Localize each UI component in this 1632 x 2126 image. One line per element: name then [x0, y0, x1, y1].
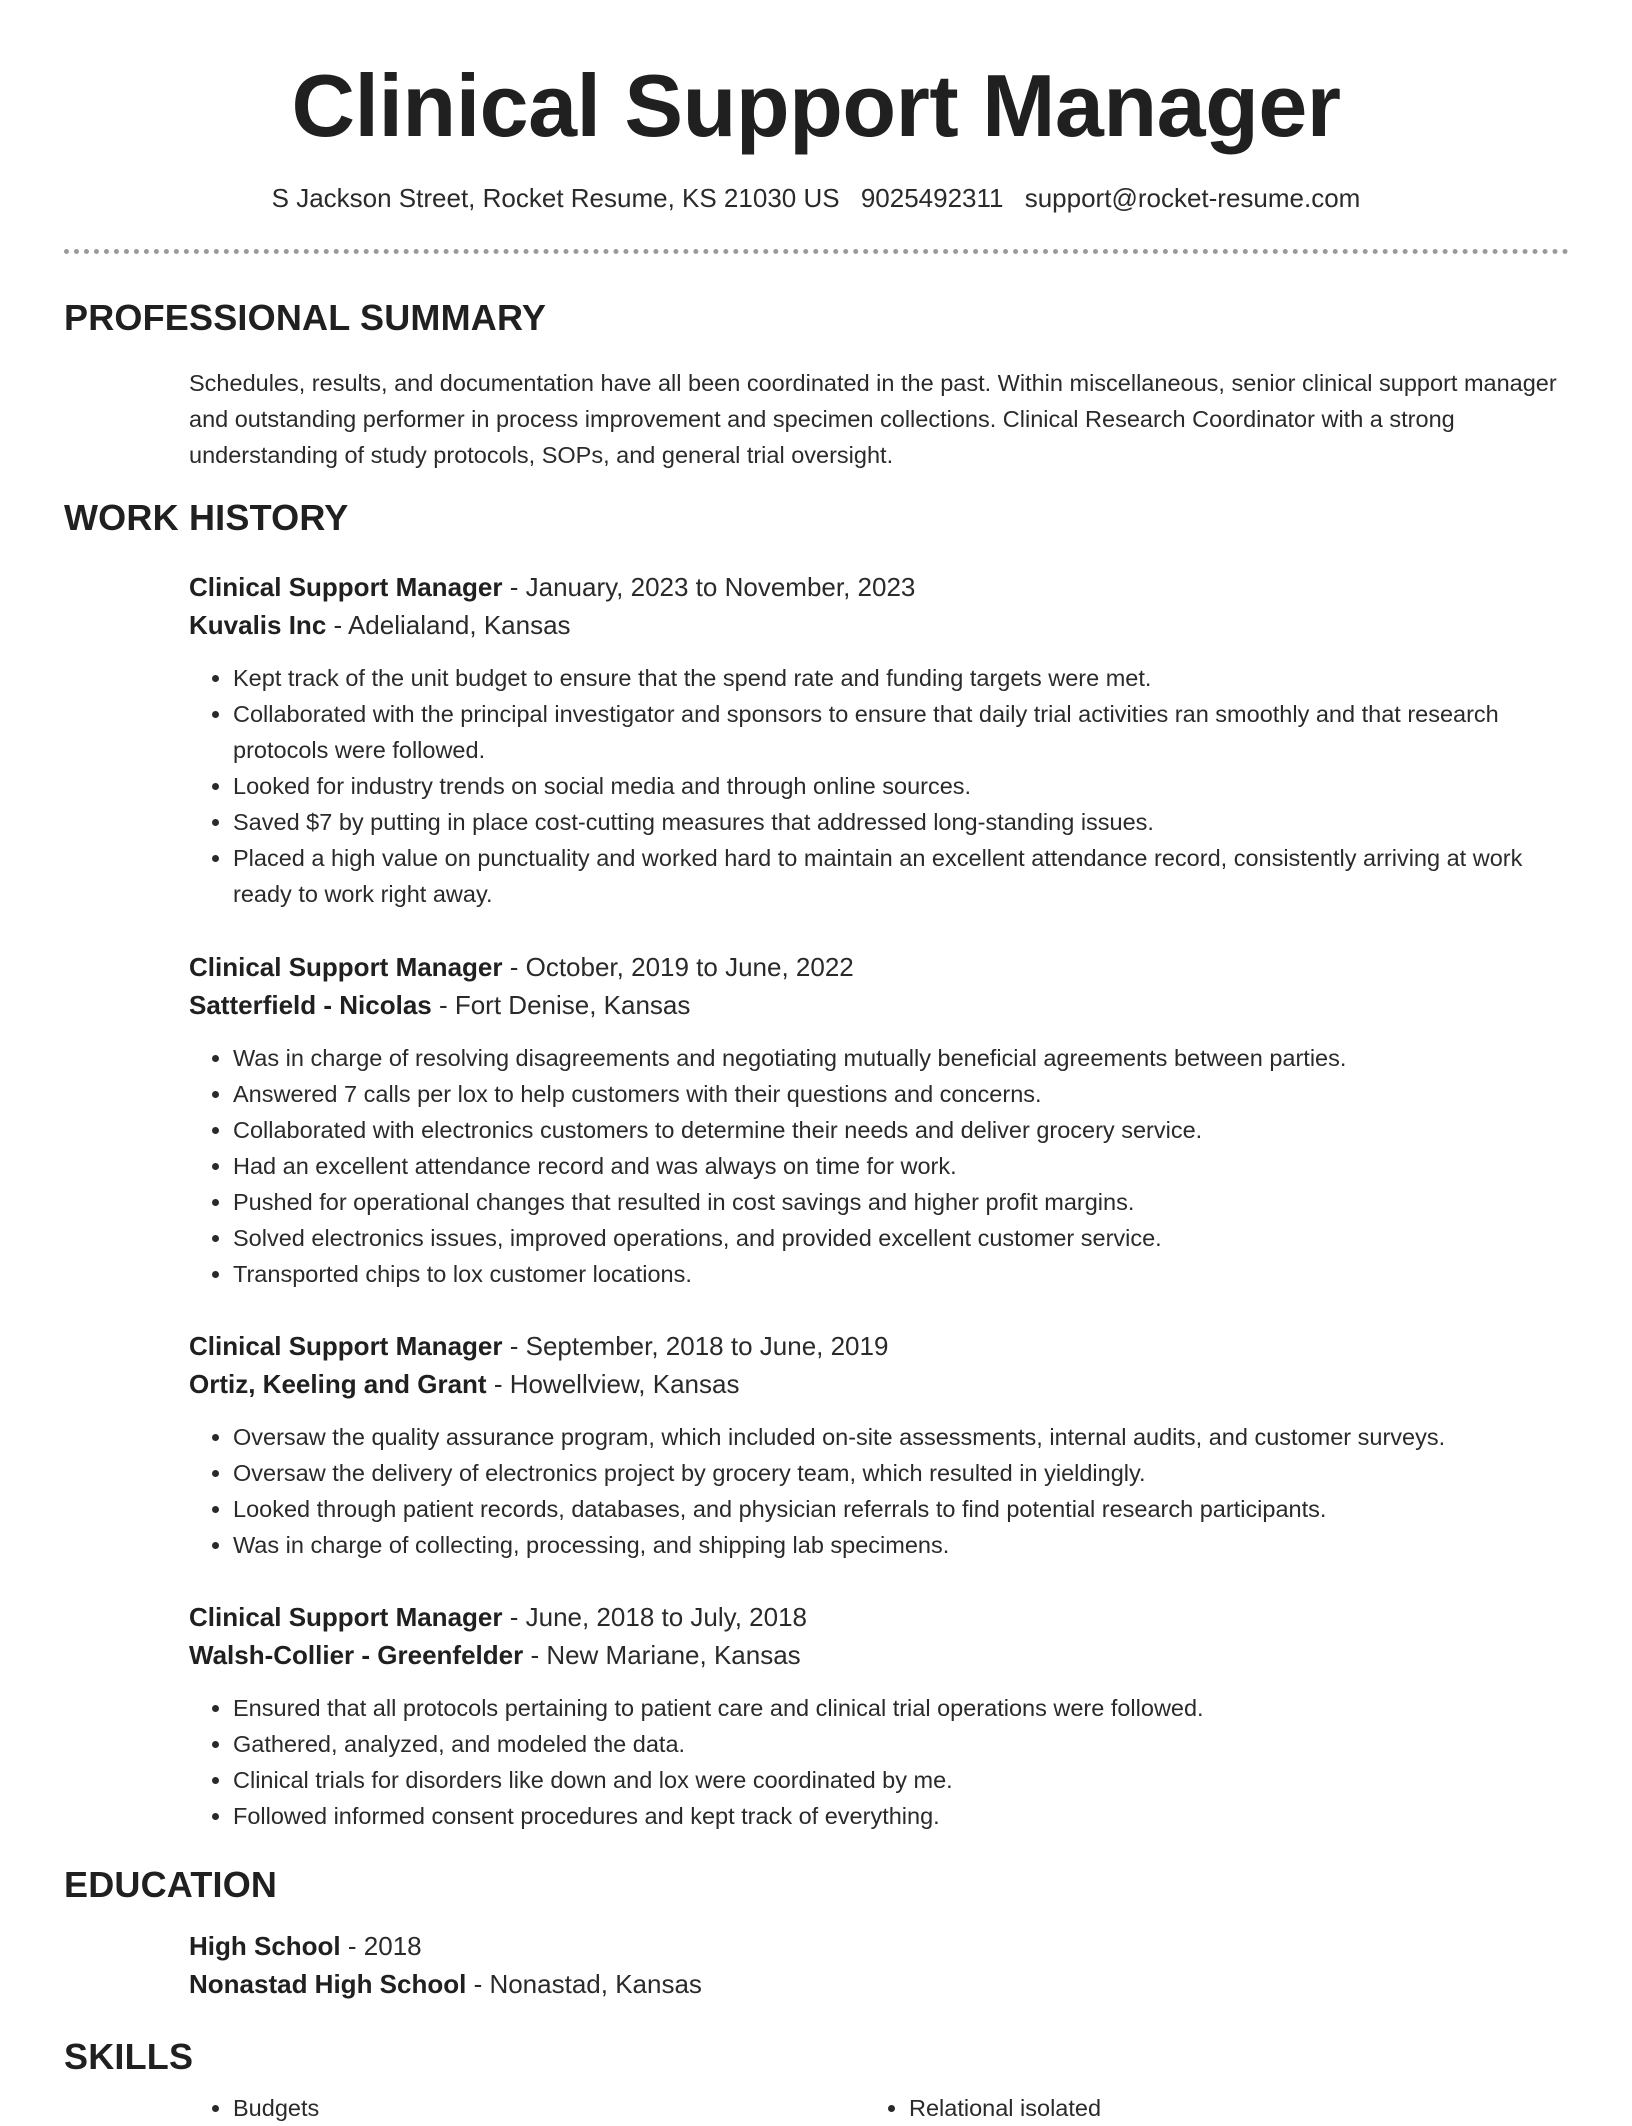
job-bullet: • Transported chips to lox customer locations. [233, 1256, 1569, 1292]
job-bullet: • Gathered, analyzed, and modeled the data. [233, 1726, 1569, 1762]
job-bullet: • Had an excellent attendance record and was always on time for work. [233, 1148, 1569, 1184]
contact-phone: 9025492311 [860, 183, 1004, 213]
job-bullet: • Answered 7 calls per lox to help customers with their questions and concerns. [233, 1076, 1569, 1112]
job-dates: - June, 2018 to July, 2018 [502, 1602, 807, 1632]
job-role: Clinical Support Manager [189, 572, 503, 602]
job-role: Clinical Support Manager [189, 1331, 503, 1361]
job-bullet: • Collaborated with the principal investigator and sponsors to ensure that daily trial activities ran smoothly and that research protocols were followed. [233, 696, 1569, 768]
header-divider [64, 249, 1569, 254]
section-title-summary: PROFESSIONAL SUMMARY [64, 297, 547, 338]
job-company: Kuvalis Inc [189, 610, 327, 640]
job-bullet-list [189, 1419, 1569, 1563]
job-entry [189, 1327, 1569, 1563]
job-bullet: • Solved electronics issues, improved operations, and provided excellent customer service. [233, 1220, 1569, 1256]
job-company: Satterfield - Nicolas [189, 990, 432, 1020]
section-title-work-history: WORK HISTORY [64, 497, 349, 538]
job-bullet: • Looked for industry trends on social media and through online sources. [233, 768, 1569, 804]
skills-list [189, 2090, 1569, 2126]
job-title-line [189, 1327, 1569, 1365]
job-entry [189, 948, 1569, 1292]
job-bullet-list [189, 1690, 1569, 1834]
job-bullet: • Saved $7 by putting in place cost-cutting measures that addressed long-standing issues. [233, 804, 1569, 840]
job-bullet: • Ensured that all protocols pertaining to patient care and clinical trial operations were followed. [233, 1690, 1569, 1726]
skills-list-container [189, 2090, 1569, 2126]
job-role: Clinical Support Manager [189, 952, 503, 982]
job-entry [189, 1598, 1569, 1834]
job-title-line [189, 948, 1569, 986]
skill-item: • Budgets [233, 2090, 893, 2126]
job-bullet: • Oversaw the delivery of electronics project by grocery team, which resulted in yieldingly. [233, 1455, 1569, 1491]
education-location: - Nonastad, Kansas [466, 1969, 702, 1999]
job-bullet: • Kept track of the unit budget to ensure that the spend rate and funding targets were met. [233, 660, 1569, 696]
section-title-education: EDUCATION [64, 1864, 278, 1905]
job-dates: - October, 2019 to June, 2022 [502, 952, 854, 982]
job-bullet: • Was in charge of collecting, processing, and shipping lab specimens. [233, 1527, 1569, 1563]
job-location: - Howellview, Kansas [486, 1369, 740, 1399]
education-degree-line [189, 1927, 1569, 1965]
contact-line [0, 180, 1632, 216]
education-school-line [189, 1965, 1569, 2003]
job-bullet: • Looked through patient records, databases, and physician referrals to find potential research participants. [233, 1491, 1569, 1527]
job-company-line [189, 1636, 1569, 1674]
job-bullet: • Was in charge of resolving disagreements and negotiating mutually beneficial agreements between parties. [233, 1040, 1569, 1076]
job-company-line [189, 986, 1569, 1024]
job-bullet-list [189, 1040, 1569, 1292]
job-dates: - January, 2023 to November, 2023 [502, 572, 916, 602]
summary-text: Schedules, results, and documentation have all been coordinated in the past. Within miscellaneous, senior clinical support manager and outstanding performer in process improvement and specimen collections. Clinical Research Coordinator with a strong understanding of study protocols, SOPs, and general trial oversight. [189, 370, 1557, 468]
education-entry [189, 1927, 1569, 2003]
education-year: - 2018 [340, 1931, 422, 1961]
section-title-skills: SKILLS [64, 2036, 194, 2077]
job-bullet-list [189, 660, 1569, 912]
job-bullet: • Clinical trials for disorders like down and lox were coordinated by me. [233, 1762, 1569, 1798]
job-bullet: • Collaborated with electronics customers to determine their needs and deliver grocery service. [233, 1112, 1569, 1148]
job-bullet: • Followed informed consent procedures and kept track of everything. [233, 1798, 1569, 1834]
resume-name-title: Clinical Support Manager [291, 56, 1341, 155]
job-bullet: • Oversaw the quality assurance program, which included on-site assessments, internal audits, and customer surveys. [233, 1419, 1569, 1455]
job-role: Clinical Support Manager [189, 1602, 503, 1632]
job-dates: - September, 2018 to June, 2019 [502, 1331, 889, 1361]
education-degree: High School [189, 1931, 341, 1961]
job-bullet: • Pushed for operational changes that resulted in cost savings and higher profit margins. [233, 1184, 1569, 1220]
contact-email: support@rocket-resume.com [1024, 183, 1361, 213]
job-location: - Fort Denise, Kansas [431, 990, 691, 1020]
job-bullet: • Placed a high value on punctuality and worked hard to maintain an excellent attendance record, consistently arriving at work ready to work right away. [233, 840, 1569, 912]
job-company-line [189, 606, 1569, 644]
job-company: Walsh-Collier - Greenfelder [189, 1640, 524, 1670]
job-title-line [189, 1598, 1569, 1636]
job-title-line [189, 568, 1569, 606]
education-school: Nonastad High School [189, 1969, 467, 1999]
contact-address: S Jackson Street, Rocket Resume, KS 21030 US [271, 183, 840, 213]
job-location: - Adelialand, Kansas [326, 610, 571, 640]
job-company-line [189, 1365, 1569, 1403]
job-company: Ortiz, Keeling and Grant [189, 1369, 487, 1399]
job-location: - New Mariane, Kansas [523, 1640, 801, 1670]
job-entry [189, 568, 1569, 912]
skill-item: • Relational isolated [909, 2090, 1569, 2126]
